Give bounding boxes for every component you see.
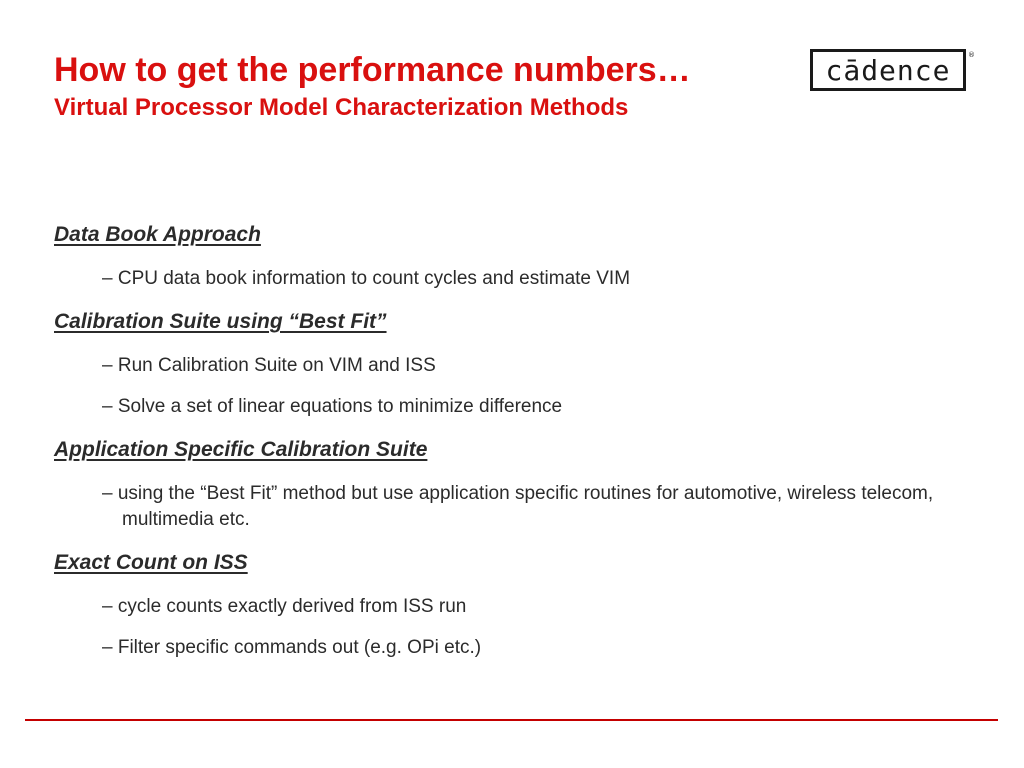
section-data-book [54,222,974,292]
logo-text: cādence [825,54,951,87]
section-exact-count [54,550,974,661]
section-heading: Calibration Suite using “Best Fit” [54,310,387,333]
bullet-item: – cycle counts exactly derived from ISS run [102,596,467,617]
slide-title: How to get the performance numbers… [54,51,691,89]
bullet-item: – Run Calibration Suite on VIM and ISS [102,355,436,376]
section-heading: Data Book Approach [54,223,261,246]
cadence-logo [810,49,975,91]
bullet-item: – Solve a set of linear equations to minimize difference [102,396,563,417]
section-heading: Application Specific Calibration Suite [54,438,428,461]
section-application-specific [54,437,974,533]
bullet-item: – using the “Best Fit” method but use application specific routines for automotive, wireless telecom, multimedia etc. [102,483,934,530]
footer-divider [25,719,998,721]
registered-mark: ® [968,51,975,59]
content-list [54,222,974,661]
section-calibration-suite [54,309,974,420]
bullet-item: – Filter specific commands out (e.g. OPi etc.) [102,637,482,658]
section-heading: Exact Count on ISS [54,551,248,574]
slide-subtitle: Virtual Processor Model Characterization Methods [54,94,629,121]
bullet-item: – CPU data book information to count cycles and estimate VIM [102,268,631,289]
